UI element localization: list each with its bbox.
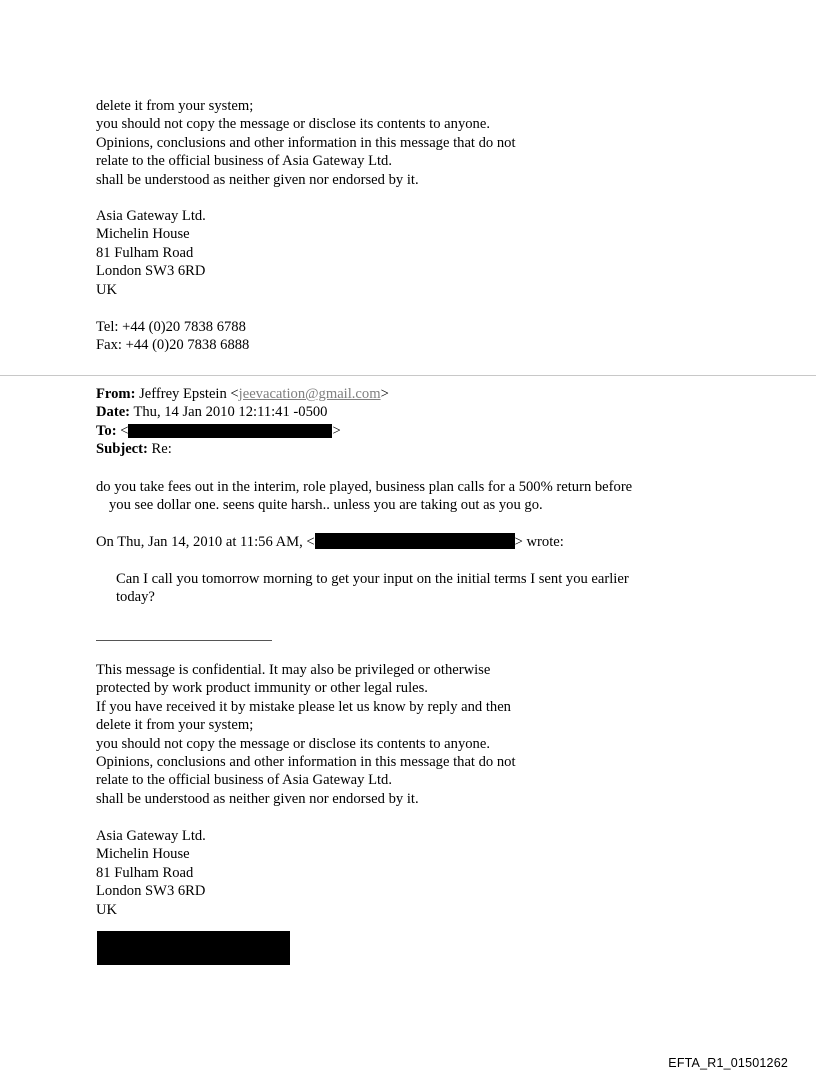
email-header [96,385,389,459]
bottom-disclaimer [96,661,516,808]
quote-intro [96,533,564,551]
disclaimer-line: This message is confidential. It may also be privileged or otherwise [96,662,491,678]
address-line: Asia Gateway Ltd. [96,208,206,224]
top-address [96,207,206,299]
body-line: do you take fees out in the interim, role played, business plan calls for a 500% return before [96,479,633,495]
quote-intro-line [96,533,564,551]
disclaimer-line: relate to the official business of Asia Gateway Ltd. [96,772,392,789]
address-line: 81 Fulham Road [96,244,194,261]
signature-divider [96,640,272,641]
address-line: London SW3 6RD [96,263,206,280]
from-name: Jeffrey Epstein < [139,386,239,402]
subject-value: Re: [151,441,172,458]
disclaimer-line: delete it from your system; [96,98,254,114]
redaction-bar [315,533,515,549]
bottom-address [96,827,206,919]
address-line: Michelin House [96,226,190,243]
disclaimer-line: Opinions, conclusions and other information in this message that do not [96,134,516,151]
address-line: London SW3 6RD [96,883,206,900]
address-line: Asia Gateway Ltd. [96,828,206,844]
fax-line: Fax: +44 (0)20 7838 6888 [96,337,250,354]
address-line: Michelin House [96,846,190,863]
to-row [96,422,389,440]
disclaimer-line: Opinions, conclusions and other information in this message that do not [96,754,516,771]
address-line: 81 Fulham Road [96,864,194,881]
tel-line: Tel: +44 (0)20 7838 6788 [96,319,246,335]
date-row [96,403,389,421]
quoted-line: Can I call you tomorrow morning to get your input on the initial terms I sent you earlier [116,571,629,587]
disclaimer-line: delete it from your system; [96,717,254,734]
disclaimer-line: relate to the official business of Asia Gateway Ltd. [96,153,392,170]
subject-row [96,440,389,458]
email-body [96,478,632,515]
quote-intro-prefix: On Thu, Jan 14, 2010 at 11:56 AM, < [96,534,315,550]
to-label: To: [96,422,117,439]
quoted-line: today? [116,589,155,606]
quoted-message [116,570,629,607]
date-label: Date: [96,404,131,421]
date-value: Thu, 14 Jan 2010 12:11:41 -0500 [133,404,328,421]
from-label: From: [96,386,136,402]
disclaimer-line: shall be understood as neither given nor endorsed by it. [96,790,419,807]
body-line: you see dollar one. seens quite harsh.. unless you are taking out as you go. [109,497,543,514]
from-email-link[interactable]: jeevacation@gmail.com [238,386,381,402]
disclaimer-line: you should not copy the message or disclose its contents to anyone. [96,735,490,752]
disclaimer-line: you should not copy the message or disclose its contents to anyone. [96,116,490,133]
quote-intro-suffix: > wrote: [514,534,564,550]
address-line: UK [96,281,118,298]
disclaimer-line: shall be understood as neither given nor endorsed by it. [96,171,419,188]
top-disclaimer [96,97,516,189]
disclaimer-line: protected by work product immunity or other legal rules. [96,680,428,697]
from-close: > [380,386,389,402]
to-close: > [332,422,341,439]
disclaimer-line: If you have received it by mistake please let us know by reply and then [96,698,511,715]
contact-info [96,318,249,355]
from-row [96,385,389,403]
message-divider [0,375,816,376]
redaction-block [97,931,290,965]
document-id: EFTA_R1_01501262 [668,1056,788,1070]
address-line: UK [96,901,118,918]
subject-label: Subject: [96,441,148,458]
redaction-bar [128,424,332,438]
to-open: < [120,422,129,439]
